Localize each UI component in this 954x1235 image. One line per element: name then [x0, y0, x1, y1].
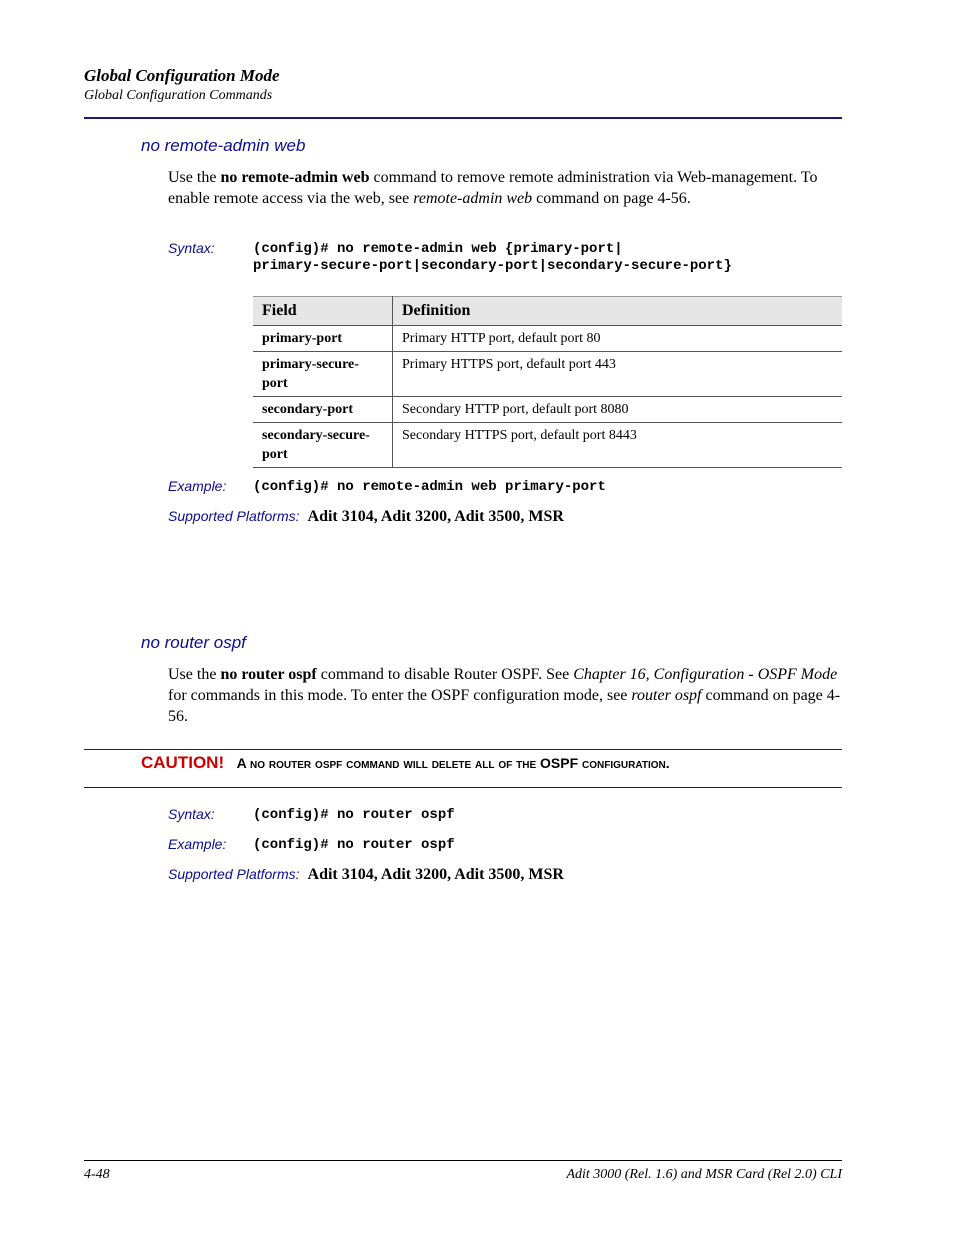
table-cell-field: secondary-port	[253, 397, 393, 423]
example-code: (config)# no remote-admin web primary-port	[253, 479, 606, 495]
table-header-field: Field	[253, 297, 393, 326]
para-text: command to remove remote administration via Web-management. To enable remote access via the web, see	[168, 169, 818, 207]
document-title: Adit 3000 (Rel. 1.6) and MSR Card (Rel 2.0) CLI	[566, 1167, 842, 1182]
para-text: command to disable Router OSPF. See	[316, 666, 574, 683]
para-text: Use the	[168, 169, 221, 186]
header-rule	[84, 117, 842, 119]
supported-platforms	[168, 508, 564, 526]
caution-text: A no router ospf command will delete all of the OSPF configuration.	[236, 755, 670, 771]
section-title-router-ospf: no router ospf	[141, 633, 246, 652]
table-cell-field: secondary-secure-port	[253, 423, 393, 468]
platforms-label: Supported Platforms:	[168, 508, 300, 524]
section1-paragraph	[168, 167, 842, 209]
table-cell-definition: Secondary HTTP port, default port 8080	[393, 397, 843, 423]
example-label: Example:	[168, 836, 227, 852]
para-command: no remote-admin web	[220, 169, 370, 186]
para-text: for commands in this mode. To enter the OSPF configuration mode, see	[168, 687, 632, 704]
table-header-definition: Definition	[393, 297, 843, 326]
table-row	[253, 423, 842, 468]
para-command: no router ospf	[220, 666, 317, 683]
syntax-code-line2: primary-secure-port|secondary-port|secondary-secure-port}	[253, 258, 732, 274]
para-text: Use the	[168, 666, 221, 683]
table-cell-definition: Secondary HTTPS port, default port 8443	[393, 423, 843, 468]
para-text: command on page 4-56.	[532, 190, 691, 207]
para-reference: router ospf	[631, 687, 702, 704]
caution-rule-bottom	[84, 787, 842, 788]
supported-platforms	[168, 866, 564, 884]
page-number: 4-48	[84, 1167, 110, 1182]
caution-label: CAUTION!	[141, 753, 225, 772]
field-definition-table	[253, 296, 842, 468]
table-header-row	[253, 297, 842, 326]
section2-paragraph	[168, 664, 842, 727]
running-header-subtitle: Global Configuration Commands	[84, 88, 273, 103]
syntax-code-line1: (config)# no remote-admin web {primary-port|	[253, 241, 623, 257]
table-row	[253, 397, 842, 423]
platforms-label: Supported Platforms:	[168, 866, 300, 882]
section-title-remote-admin: no remote-admin web	[141, 136, 306, 155]
table-cell-field: primary-port	[253, 326, 393, 352]
platforms-value: Adit 3104, Adit 3200, Adit 3500, MSR	[307, 866, 564, 883]
caution-notice	[141, 753, 670, 773]
syntax-label: Syntax:	[168, 806, 215, 822]
table-cell-definition: Primary HTTPS port, default port 443	[393, 352, 843, 397]
para-reference: Chapter 16, Configuration - OSPF Mode	[573, 666, 838, 683]
example-code: (config)# no router ospf	[253, 837, 455, 853]
para-reference: remote-admin web	[413, 190, 533, 207]
table-row	[253, 352, 842, 397]
para-text: command on page 4-56.	[168, 687, 841, 725]
caution-rule-top	[84, 749, 842, 750]
table-cell-definition: Primary HTTP port, default port 80	[393, 326, 843, 352]
platforms-value: Adit 3104, Adit 3200, Adit 3500, MSR	[307, 508, 564, 525]
table-row	[253, 326, 842, 352]
running-header-title: Global Configuration Mode	[84, 66, 280, 85]
syntax-label: Syntax:	[168, 240, 215, 256]
example-label: Example:	[168, 478, 227, 494]
footer-rule	[84, 1160, 842, 1161]
syntax-code: (config)# no router ospf	[253, 807, 455, 823]
table-cell-field: primary-secure-port	[253, 352, 393, 397]
